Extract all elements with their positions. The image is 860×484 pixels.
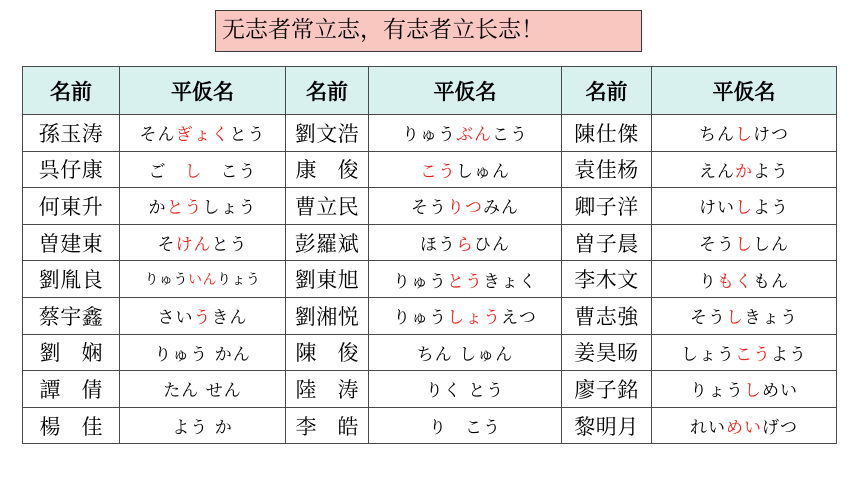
name-cell: 劉胤良 — [23, 261, 120, 298]
kana-highlight: ぎょく — [175, 125, 230, 146]
kana-cell — [120, 261, 286, 298]
kana-cell — [369, 261, 562, 298]
kana-segment: えつ — [501, 308, 537, 329]
kana-segment: とう — [229, 125, 266, 146]
kana-cell — [120, 407, 286, 444]
name-cell: 孫玉涛 — [23, 115, 120, 152]
kana-segment: しん — [753, 235, 789, 256]
kana-segment: りゅう — [402, 125, 456, 146]
kana-highlight: し — [735, 235, 753, 256]
name-cell: 何東升 — [23, 188, 120, 225]
name-cell: 陳 俊 — [286, 334, 369, 371]
motto-banner: 无志者常立志，有志者立长志！ — [215, 10, 642, 52]
kana-highlight: もく — [717, 271, 753, 292]
kana-segment: よう か — [172, 418, 233, 439]
name-cell: 康 俊 — [286, 151, 369, 188]
name-cell: 陳仕傑 — [562, 115, 652, 152]
kana-cell — [652, 188, 837, 225]
name-cell: 楊 佳 — [23, 407, 120, 444]
kana-segment: よう — [753, 198, 789, 219]
kana-cell — [120, 371, 286, 408]
kana-cell — [369, 371, 562, 408]
kana-highlight: しょう — [447, 308, 502, 329]
kana-segment: そう — [699, 235, 735, 256]
kana-segment: きょう — [744, 308, 798, 329]
kana-segment: りゅう — [144, 272, 188, 289]
kana-segment: こう — [492, 125, 528, 146]
table-row — [23, 151, 837, 188]
kana-segment: よう — [771, 344, 807, 365]
kana-cell — [652, 334, 837, 371]
name-cell: 劉 娴 — [23, 334, 120, 371]
table-row — [23, 224, 837, 261]
name-cell: 呉仔康 — [23, 151, 120, 188]
table-row — [23, 297, 837, 334]
kana-segment: よう — [753, 161, 789, 182]
kana-highlight: とう — [447, 271, 483, 292]
table-row — [23, 334, 837, 371]
name-cell: 袁佳杨 — [562, 151, 652, 188]
kana-highlight: し — [744, 381, 762, 402]
kana-segment: きょく — [483, 271, 537, 292]
kana-highlight: う — [193, 308, 212, 329]
kana-segment: か — [148, 198, 167, 219]
kana-highlight: ら — [456, 235, 474, 256]
kana-highlight: ぶん — [456, 125, 492, 146]
kana-cell — [652, 261, 837, 298]
name-cell: 李木文 — [562, 261, 652, 298]
kana-segment: しょう — [681, 344, 735, 365]
table-row — [23, 261, 837, 298]
kana-segment: たん せん — [163, 381, 242, 402]
name-cell: 劉文浩 — [286, 115, 369, 152]
kana-highlight: し — [184, 161, 203, 182]
kana-segment: そん — [139, 125, 176, 146]
kana-segment: みん — [483, 198, 519, 219]
kana-highlight: めい — [726, 418, 762, 439]
name-cell: 蔡宇鑫 — [23, 297, 120, 334]
kana-cell — [652, 115, 837, 152]
header-name: 名前 — [286, 67, 369, 115]
name-cell: 曽子晨 — [562, 224, 652, 261]
name-cell: 黎明月 — [562, 407, 652, 444]
kana-highlight: とう — [166, 198, 203, 219]
kana-segment: けつ — [753, 125, 789, 146]
kana-cell — [652, 224, 837, 261]
kana-cell — [120, 151, 286, 188]
name-cell: 譚 倩 — [23, 371, 120, 408]
kana-segment: えん — [699, 161, 735, 182]
kana-cell — [369, 334, 562, 371]
name-cell: 曽建東 — [23, 224, 120, 261]
header-row — [23, 67, 837, 115]
kana-segment: そう — [690, 308, 726, 329]
name-table — [22, 66, 837, 444]
kana-cell — [120, 297, 286, 334]
name-cell: 卿子洋 — [562, 188, 652, 225]
kana-segment: そ — [157, 235, 176, 256]
name-cell: 李 皓 — [286, 407, 369, 444]
name-cell: 廖子銘 — [562, 371, 652, 408]
kana-cell — [652, 297, 837, 334]
name-cell: 曹立民 — [286, 188, 369, 225]
kana-segment: さい — [157, 308, 194, 329]
kana-segment: り — [699, 271, 717, 292]
name-cell: 彭羅斌 — [286, 224, 369, 261]
header-kana: 平仮名 — [652, 67, 837, 115]
kana-segment: ちん — [699, 125, 735, 146]
kana-segment: げつ — [762, 418, 798, 439]
header-kana: 平仮名 — [369, 67, 562, 115]
kana-highlight: りつ — [447, 198, 483, 219]
header-name: 名前 — [562, 67, 652, 115]
kana-segment: りゅう — [393, 271, 447, 292]
kana-cell — [652, 151, 837, 188]
table-row — [23, 371, 837, 408]
kana-highlight: こう — [420, 161, 456, 182]
kana-segment: めい — [762, 381, 798, 402]
kana-segment: ちん しゅん — [416, 344, 514, 365]
kana-segment: もん — [753, 271, 789, 292]
kana-segment: こう — [202, 161, 257, 182]
header-name: 名前 — [23, 67, 120, 115]
kana-cell — [369, 151, 562, 188]
kana-highlight: こう — [735, 344, 771, 365]
kana-segment: しゅん — [456, 161, 510, 182]
kana-segment: ひん — [474, 235, 510, 256]
kana-highlight: し — [735, 125, 753, 146]
kana-segment: れい — [690, 418, 726, 439]
kana-cell — [652, 407, 837, 444]
table-row — [23, 188, 837, 225]
kana-cell — [369, 407, 562, 444]
name-cell: 姜昊旸 — [562, 334, 652, 371]
kana-highlight: か — [735, 161, 753, 182]
name-cell: 陸 涛 — [286, 371, 369, 408]
kana-segment: りょう — [217, 272, 261, 289]
kana-segment: りょう — [690, 381, 744, 402]
kana-segment: とう — [211, 235, 248, 256]
table-row — [23, 407, 837, 444]
kana-highlight: けん — [175, 235, 212, 256]
kana-cell — [120, 115, 286, 152]
kana-highlight: し — [726, 308, 744, 329]
kana-highlight: し — [735, 198, 753, 219]
kana-segment: しょう — [202, 198, 257, 219]
kana-segment: けい — [699, 198, 735, 219]
kana-cell — [652, 371, 837, 408]
kana-segment: ご — [148, 161, 185, 182]
kana-cell — [369, 224, 562, 261]
name-cell: 曹志強 — [562, 297, 652, 334]
kana-segment: りゅう — [393, 308, 448, 329]
name-cell: 劉湘悦 — [286, 297, 369, 334]
kana-segment: そう — [411, 198, 447, 219]
kana-segment: ほう — [420, 235, 456, 256]
kana-cell — [369, 188, 562, 225]
table-row — [23, 115, 837, 152]
header-kana: 平仮名 — [120, 67, 286, 115]
kana-cell — [120, 188, 286, 225]
kana-cell — [369, 115, 562, 152]
kana-cell — [120, 334, 286, 371]
name-cell: 劉東旭 — [286, 261, 369, 298]
kana-segment: り こう — [429, 418, 501, 439]
table-body — [23, 115, 837, 444]
kana-segment: りゅう かん — [154, 344, 251, 365]
kana-segment: きん — [211, 308, 248, 329]
kana-highlight: いん — [188, 272, 217, 289]
kana-cell — [369, 297, 562, 334]
kana-segment: りく とう — [425, 381, 505, 402]
kana-cell — [120, 224, 286, 261]
